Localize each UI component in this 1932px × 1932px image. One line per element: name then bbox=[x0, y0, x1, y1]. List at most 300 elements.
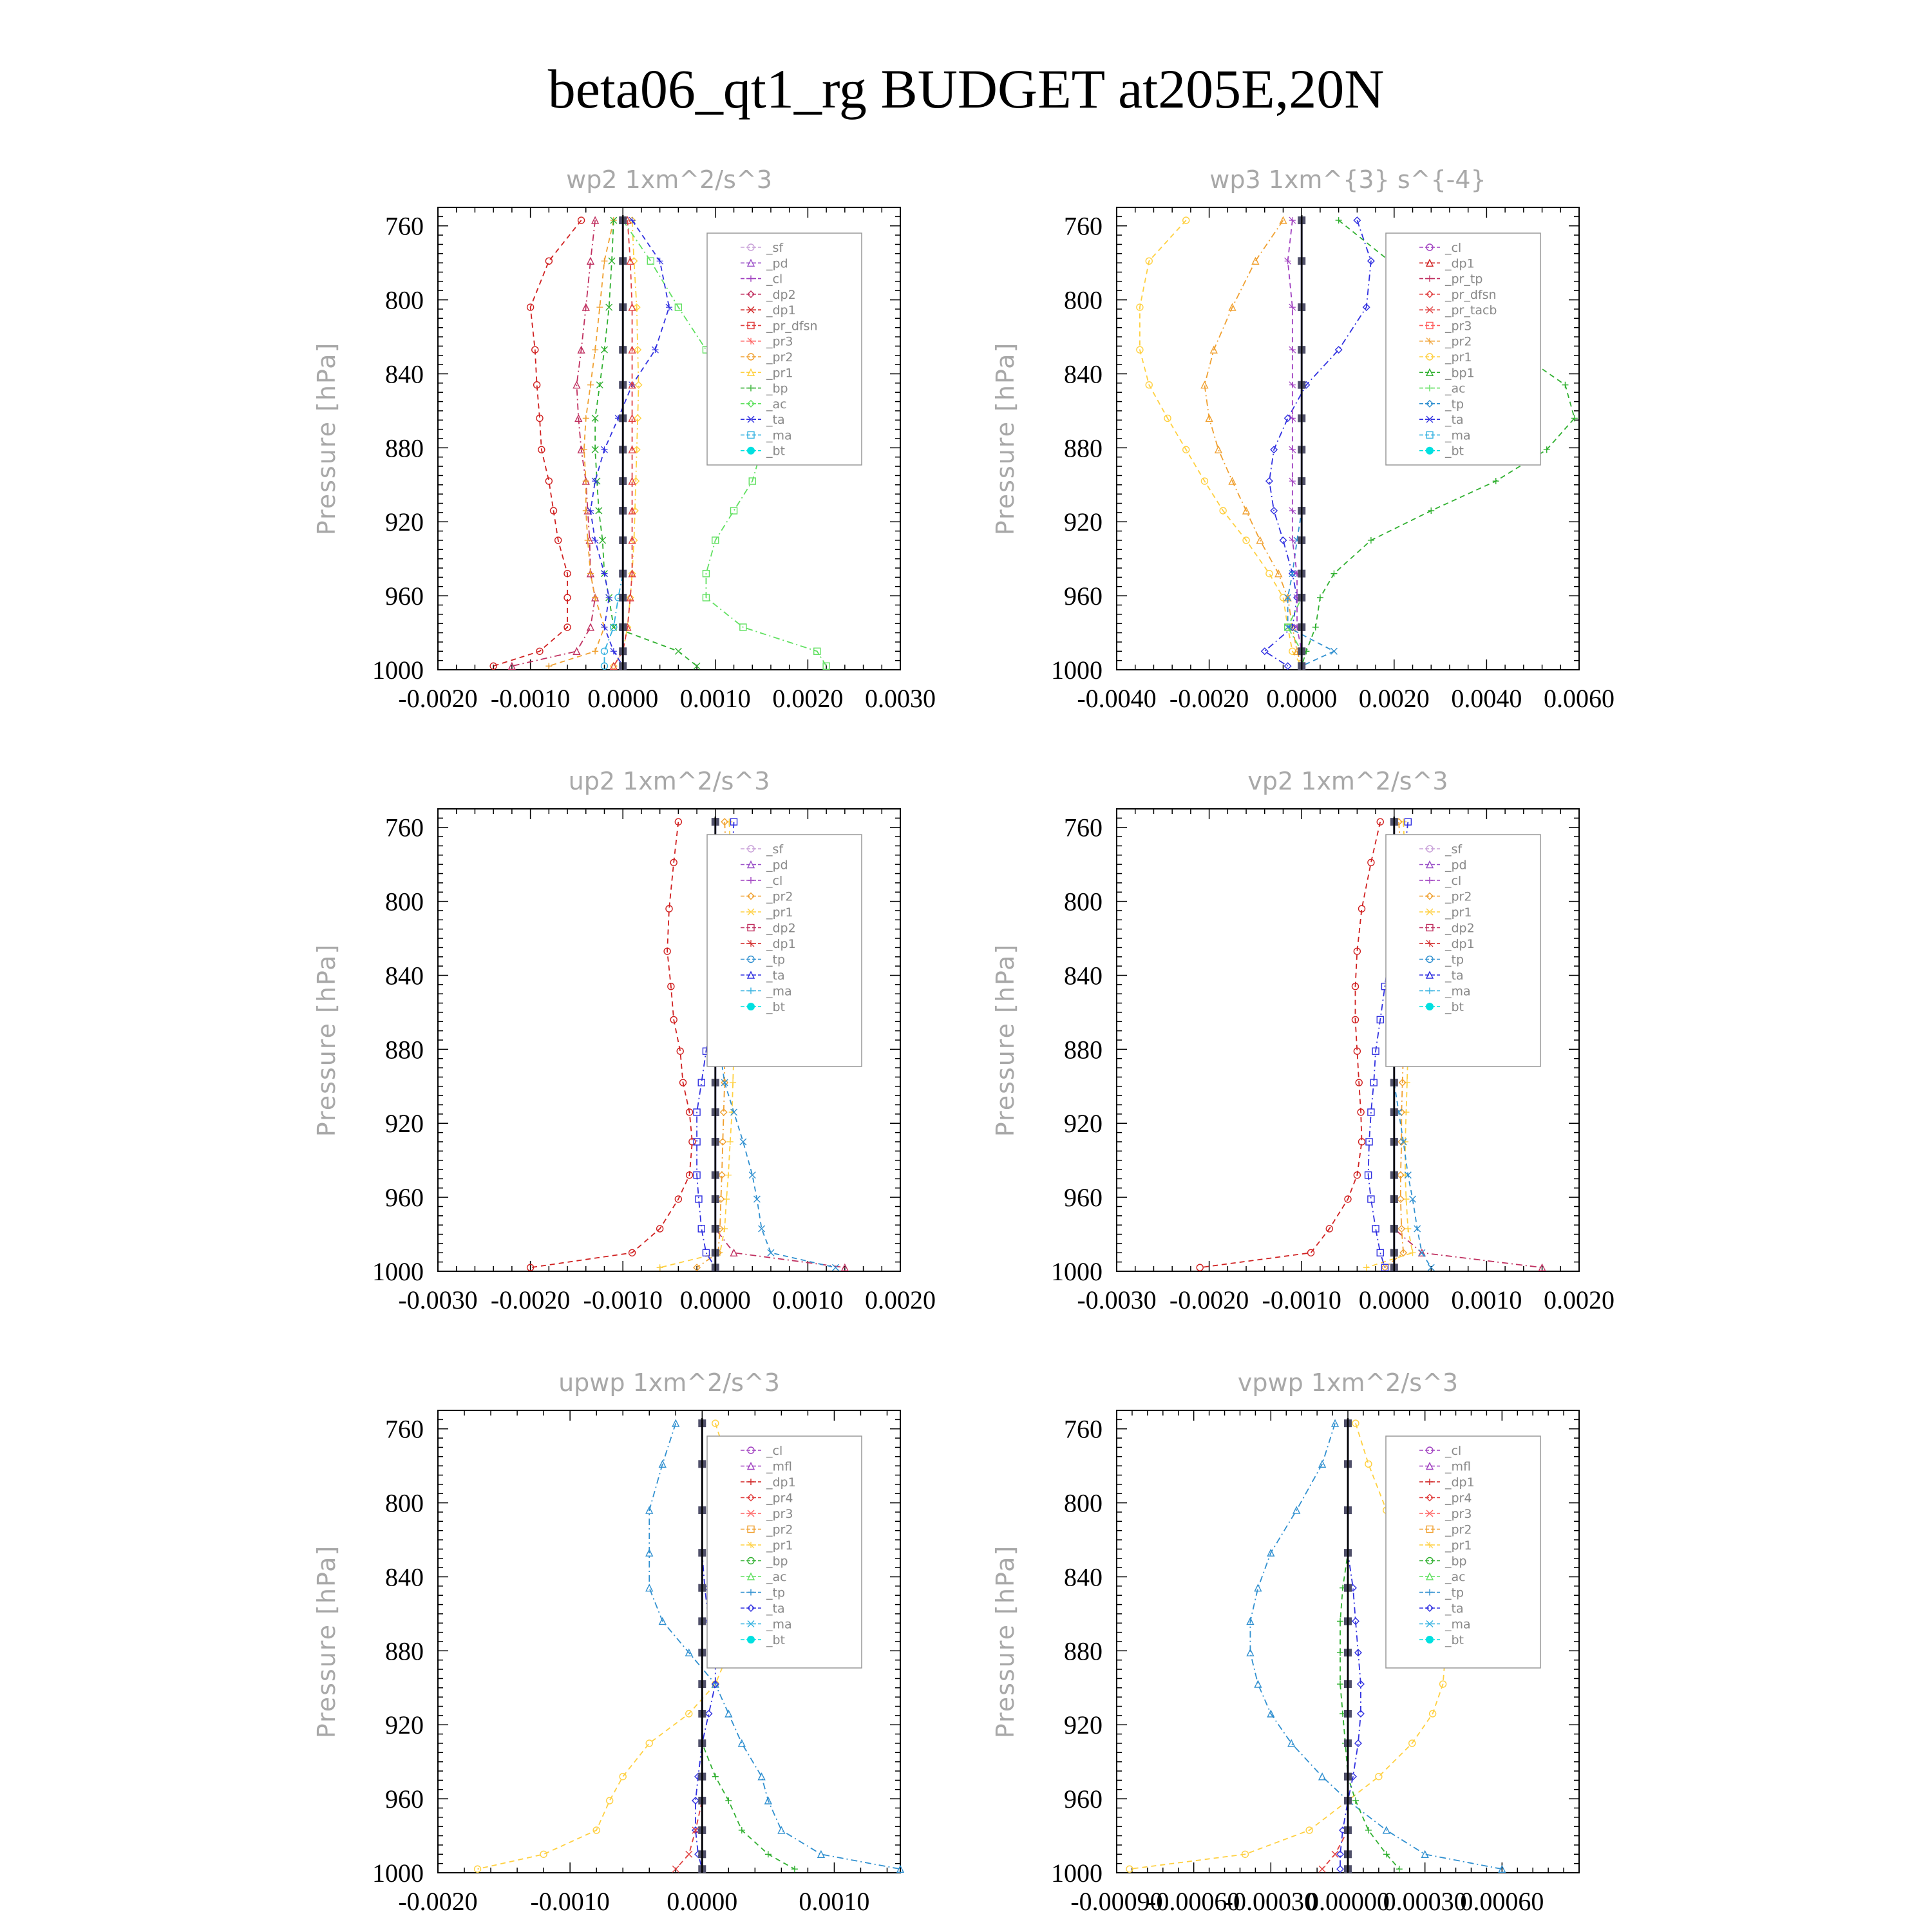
y-tick-label: 1000 bbox=[1051, 656, 1103, 685]
data-point bbox=[666, 304, 672, 310]
data-point bbox=[1428, 507, 1434, 514]
x-tick-label: 0.0030 bbox=[865, 684, 936, 713]
chart-panel-6 bbox=[991, 1368, 1579, 1916]
legend-label: _cl bbox=[1445, 241, 1462, 255]
legend-label: _pr3 bbox=[766, 1507, 793, 1521]
data-point bbox=[725, 1797, 732, 1804]
legend-label: _tp bbox=[1445, 397, 1464, 412]
data-point bbox=[1289, 382, 1296, 388]
data-point bbox=[768, 1249, 774, 1256]
data-point bbox=[1289, 507, 1296, 514]
y-axis-label: Pressure [hPa] bbox=[991, 341, 1019, 536]
legend-label: _sf bbox=[766, 842, 784, 857]
data-point bbox=[1289, 346, 1296, 353]
data-point bbox=[1312, 624, 1319, 630]
legend-label: _bt bbox=[766, 1000, 786, 1014]
data-point bbox=[1289, 446, 1296, 453]
y-tick-label: 840 bbox=[1064, 1562, 1103, 1592]
data-point bbox=[607, 1797, 613, 1804]
y-tick-label: 760 bbox=[1064, 211, 1103, 241]
legend-label: _pr_tp bbox=[1445, 272, 1483, 287]
x-tick-label: 0.00060 bbox=[1460, 1887, 1544, 1916]
y-tick-label: 840 bbox=[1064, 359, 1103, 389]
legend-label: _cl bbox=[766, 272, 783, 287]
y-tick-label: 760 bbox=[1064, 813, 1103, 842]
x-tick-label: -0.0020 bbox=[490, 1285, 571, 1314]
x-tick-label: -0.00060 bbox=[1148, 1887, 1240, 1916]
x-tick-label: 0.00030 bbox=[1383, 1887, 1467, 1916]
legend-label: _bp bbox=[766, 381, 788, 396]
legend-label: _ac bbox=[1445, 1570, 1466, 1584]
legend bbox=[707, 233, 862, 465]
data-point bbox=[652, 346, 658, 353]
legend-label: _ma bbox=[1445, 428, 1471, 443]
y-tick-label: 800 bbox=[385, 1488, 424, 1518]
data-point bbox=[725, 1710, 732, 1717]
data-point bbox=[1368, 1109, 1374, 1115]
x-tick-label: 0.0010 bbox=[799, 1887, 870, 1916]
y-tick-label: 880 bbox=[385, 1636, 424, 1666]
chart-panel-3 bbox=[312, 767, 936, 1314]
data-point bbox=[646, 1740, 652, 1747]
y-tick-label: 800 bbox=[385, 887, 424, 916]
data-point bbox=[1337, 1866, 1343, 1872]
legend-label: _ma bbox=[1445, 1617, 1471, 1632]
data-point bbox=[740, 1139, 746, 1145]
y-tick-label: 920 bbox=[1064, 507, 1103, 537]
y-tick-label: 840 bbox=[1064, 961, 1103, 990]
legend-label: _pr1 bbox=[766, 905, 793, 920]
data-point bbox=[703, 1249, 709, 1256]
y-tick-label: 1000 bbox=[372, 656, 424, 685]
series-dp1 bbox=[527, 819, 696, 1271]
data-point bbox=[1368, 1196, 1374, 1202]
legend bbox=[1386, 835, 1540, 1066]
x-tick-label: 0.0040 bbox=[1451, 684, 1522, 713]
data-point bbox=[601, 624, 607, 630]
legend-label: _sf bbox=[766, 241, 784, 255]
data-point bbox=[1317, 594, 1323, 601]
y-tick-label: 840 bbox=[385, 961, 424, 990]
legend-label: _ta bbox=[766, 969, 785, 983]
legend-label: _mfl bbox=[1445, 1459, 1471, 1474]
legend-label: _pr1 bbox=[1445, 350, 1472, 365]
data-point bbox=[1247, 1649, 1253, 1656]
data-point bbox=[1365, 1827, 1372, 1833]
y-tick-label: 760 bbox=[1064, 1414, 1103, 1444]
data-point bbox=[592, 478, 598, 484]
legend-label: _pr_dfsn bbox=[766, 319, 818, 334]
legend-label: _pd bbox=[766, 858, 788, 873]
y-tick-label: 880 bbox=[1064, 1636, 1103, 1666]
x-tick-label: -0.0020 bbox=[1169, 1285, 1249, 1314]
y-tick-label: 1000 bbox=[1051, 1859, 1103, 1888]
legend-label: _pd bbox=[1445, 858, 1467, 873]
y-axis-label: Pressure [hPa] bbox=[312, 341, 341, 536]
legend-label: _pr3 bbox=[1445, 1507, 1472, 1521]
y-tick-label: 960 bbox=[1064, 1183, 1103, 1213]
data-point bbox=[592, 346, 598, 353]
y-tick-label: 920 bbox=[385, 507, 424, 537]
data-point bbox=[646, 1585, 652, 1591]
x-tick-label: 0.0000 bbox=[1266, 684, 1338, 713]
data-point bbox=[592, 537, 598, 544]
data-point bbox=[647, 258, 654, 264]
data-point bbox=[540, 1851, 547, 1857]
legend-label: _bt bbox=[1445, 1000, 1464, 1014]
chart-title: up2 1xm^2/s^3 bbox=[568, 767, 770, 795]
y-tick-label: 960 bbox=[1064, 1785, 1103, 1814]
data-point bbox=[601, 258, 607, 264]
data-point bbox=[629, 304, 636, 310]
data-point bbox=[1426, 447, 1434, 455]
x-tick-label: 0.00000 bbox=[1306, 1887, 1390, 1916]
legend-label: _pr2 bbox=[1445, 334, 1472, 349]
series-dp1 bbox=[490, 217, 584, 669]
data-point bbox=[636, 382, 642, 388]
data-point bbox=[1426, 1003, 1434, 1010]
data-point bbox=[1319, 1866, 1325, 1872]
y-tick-label: 880 bbox=[1064, 433, 1103, 463]
y-tick-label: 920 bbox=[1064, 1109, 1103, 1139]
series-pr2 bbox=[1201, 217, 1305, 669]
legend bbox=[707, 835, 862, 1066]
legend-label: _sf bbox=[1445, 842, 1463, 857]
series-line bbox=[1288, 220, 1334, 666]
data-point bbox=[1285, 258, 1291, 264]
data-point bbox=[620, 1774, 626, 1780]
y-tick-label: 840 bbox=[385, 1562, 424, 1592]
legend-label: _ta bbox=[1445, 1602, 1464, 1616]
data-point bbox=[731, 507, 737, 514]
data-point bbox=[778, 1827, 784, 1833]
legend-label: _tp bbox=[1445, 1586, 1464, 1600]
data-point bbox=[1376, 1774, 1382, 1780]
y-tick-label: 760 bbox=[385, 813, 424, 842]
x-tick-label: 0.0010 bbox=[679, 684, 751, 713]
data-point bbox=[1289, 415, 1296, 421]
data-point bbox=[727, 1139, 734, 1145]
legend bbox=[1386, 233, 1540, 465]
legend-label: _pr1 bbox=[1445, 905, 1472, 920]
legend-label: _ta bbox=[766, 413, 785, 428]
y-tick-label: 960 bbox=[385, 582, 424, 611]
series-line bbox=[493, 220, 581, 666]
legend-label: _pr2 bbox=[766, 889, 793, 904]
chart-panel-4 bbox=[991, 767, 1615, 1314]
legend-label: _bt bbox=[766, 444, 786, 459]
data-point bbox=[1197, 1264, 1203, 1271]
series-line bbox=[1200, 822, 1380, 1267]
data-point bbox=[1404, 1079, 1410, 1086]
x-tick-label: -0.0030 bbox=[1077, 1285, 1157, 1314]
y-tick-label: 920 bbox=[385, 1109, 424, 1139]
data-point bbox=[712, 1774, 719, 1780]
data-point bbox=[1308, 1249, 1314, 1256]
legend-label: _bt bbox=[1445, 1633, 1464, 1647]
data-point bbox=[657, 1264, 663, 1271]
data-point bbox=[1352, 1797, 1359, 1804]
x-tick-label: -0.0010 bbox=[530, 1887, 610, 1916]
y-tick-label: 960 bbox=[1064, 582, 1103, 611]
series-line bbox=[512, 220, 595, 666]
y-tick-label: 800 bbox=[1064, 1488, 1103, 1518]
x-tick-label: 0.0010 bbox=[1451, 1285, 1522, 1314]
x-tick-label: 0.0000 bbox=[1358, 1285, 1430, 1314]
data-point bbox=[545, 258, 552, 264]
y-axis-label: Pressure [hPa] bbox=[991, 1544, 1019, 1739]
data-point bbox=[1289, 217, 1296, 223]
data-point bbox=[1405, 1226, 1411, 1232]
y-tick-label: 960 bbox=[385, 1785, 424, 1814]
legend-label: _dp1 bbox=[766, 1475, 796, 1490]
data-point bbox=[692, 1797, 699, 1804]
x-tick-label: -0.0010 bbox=[490, 684, 571, 713]
data-point bbox=[1366, 1139, 1372, 1145]
legend-label: _pr_dfsn bbox=[1445, 287, 1497, 302]
legend-label: _ta bbox=[1445, 413, 1464, 428]
data-point bbox=[1262, 648, 1268, 654]
x-tick-label: -0.0030 bbox=[398, 1285, 478, 1314]
data-point bbox=[587, 382, 594, 388]
legend-label: _pr1 bbox=[1445, 1539, 1472, 1553]
legend-label: _ma bbox=[1445, 984, 1471, 999]
series-line bbox=[1204, 220, 1302, 666]
legend-label: _pr1 bbox=[766, 1539, 793, 1553]
legend-label: _pr2 bbox=[1445, 889, 1472, 904]
series-line bbox=[549, 220, 614, 666]
legend-label: _dp2 bbox=[766, 921, 796, 936]
legend-label: _ma bbox=[766, 1617, 792, 1632]
legend-label: _tp bbox=[766, 1586, 786, 1600]
data-point bbox=[747, 447, 755, 455]
data-point bbox=[1331, 648, 1337, 654]
data-point bbox=[686, 1851, 692, 1857]
data-point bbox=[759, 1774, 765, 1780]
chart-title: vpwp 1xm^2/s^3 bbox=[1237, 1368, 1459, 1397]
data-point bbox=[1400, 819, 1406, 825]
legend-label: _cl bbox=[1445, 874, 1462, 888]
series-dp1 bbox=[1197, 819, 1383, 1271]
chart-panel-1 bbox=[312, 166, 936, 713]
y-tick-label: 960 bbox=[385, 1183, 424, 1213]
legend-label: _pr3 bbox=[766, 334, 793, 349]
data-point bbox=[1255, 1681, 1261, 1687]
data-point bbox=[1266, 571, 1273, 577]
legend-label: _dp1 bbox=[766, 937, 796, 951]
legend-label: _pr_tacb bbox=[1445, 303, 1497, 318]
x-tick-label: 0.0020 bbox=[865, 1285, 936, 1314]
legend-label: _dp1 bbox=[1445, 937, 1475, 951]
x-tick-label: -0.00090 bbox=[1070, 1887, 1163, 1916]
legend-label: _pr2 bbox=[766, 1522, 793, 1537]
y-tick-label: 1000 bbox=[1051, 1257, 1103, 1286]
data-point bbox=[1368, 537, 1374, 544]
x-tick-label: 0.0000 bbox=[587, 684, 659, 713]
legend-label: _pr3 bbox=[1445, 319, 1472, 334]
data-point bbox=[1289, 478, 1296, 484]
data-point bbox=[1397, 1196, 1404, 1202]
y-tick-label: 840 bbox=[385, 359, 424, 389]
legend-label: _ma bbox=[766, 984, 792, 999]
x-tick-label: 0.0020 bbox=[1544, 1285, 1615, 1314]
x-tick-label: -0.00030 bbox=[1224, 1887, 1317, 1916]
data-point bbox=[749, 1172, 755, 1179]
data-point bbox=[832, 1264, 838, 1271]
data-point bbox=[1396, 1866, 1403, 1872]
x-tick-label: 0.0010 bbox=[772, 1285, 844, 1314]
data-point bbox=[1319, 1774, 1325, 1780]
x-tick-label: 0.0060 bbox=[1544, 684, 1615, 713]
data-point bbox=[726, 819, 732, 825]
chart-title: wp3 1xm^{3} s^{-4} bbox=[1209, 166, 1486, 194]
data-point bbox=[1377, 1249, 1383, 1256]
data-point bbox=[592, 648, 598, 654]
y-tick-label: 880 bbox=[1064, 1035, 1103, 1065]
legend-label: _ta bbox=[1445, 969, 1464, 983]
series-line bbox=[1140, 220, 1302, 666]
data-point bbox=[657, 258, 663, 264]
x-tick-label: -0.0010 bbox=[583, 1285, 663, 1314]
data-point bbox=[1493, 478, 1499, 484]
legend-label: _ta bbox=[766, 1602, 785, 1616]
legend-label: _pr2 bbox=[1445, 1522, 1472, 1537]
data-point bbox=[583, 415, 589, 421]
legend-label: _tp bbox=[1445, 952, 1464, 967]
chart-title: upwp 1xm^2/s^3 bbox=[558, 1368, 780, 1397]
legend-label: _pr4 bbox=[1445, 1491, 1472, 1506]
data-point bbox=[596, 304, 603, 310]
x-tick-label: -0.0010 bbox=[1262, 1285, 1341, 1314]
y-axis-label: Pressure [hPa] bbox=[312, 1544, 341, 1739]
y-tick-label: 920 bbox=[1064, 1710, 1103, 1740]
data-point bbox=[1403, 1109, 1409, 1115]
legend-label: _dp1 bbox=[766, 303, 796, 318]
data-point bbox=[1426, 1636, 1434, 1643]
chart-title: vp2 1xm^2/s^3 bbox=[1247, 767, 1448, 795]
data-point bbox=[747, 1636, 755, 1643]
data-point bbox=[725, 1172, 732, 1179]
legend-label: _ac bbox=[766, 1570, 787, 1584]
legend-label: _bp1 bbox=[1445, 366, 1475, 381]
series-pr1 bbox=[1137, 217, 1305, 669]
y-tick-label: 920 bbox=[385, 1710, 424, 1740]
chart-title: wp2 1xm^2/s^3 bbox=[566, 166, 772, 194]
legend-label: _cl bbox=[766, 874, 783, 888]
legend-label: _tp bbox=[766, 952, 786, 967]
data-point bbox=[611, 648, 617, 654]
x-tick-label: 0.0000 bbox=[667, 1887, 738, 1916]
series-pr2 bbox=[545, 217, 617, 669]
data-point bbox=[765, 1851, 772, 1857]
data-point bbox=[1337, 1681, 1343, 1687]
legend-label: _bt bbox=[1445, 444, 1464, 459]
page-title: beta06_qt1_rg BUDGET at205E,20N bbox=[547, 58, 1385, 120]
data-point bbox=[1280, 537, 1286, 544]
legend-label: _cl bbox=[766, 1444, 783, 1458]
y-tick-label: 880 bbox=[385, 433, 424, 463]
legend-label: _cl bbox=[1445, 1444, 1462, 1458]
legend-label: _dp1 bbox=[1445, 256, 1475, 271]
series-ta bbox=[1262, 217, 1374, 669]
legend-label: _ac bbox=[766, 397, 787, 412]
y-tick-label: 800 bbox=[1064, 285, 1103, 315]
y-tick-label: 1000 bbox=[372, 1859, 424, 1888]
data-point bbox=[1562, 382, 1568, 388]
y-tick-label: 1000 bbox=[372, 1257, 424, 1286]
legend-label: _ma bbox=[766, 428, 792, 443]
legend-label: _dp2 bbox=[766, 287, 796, 302]
data-point bbox=[675, 648, 681, 654]
data-point bbox=[587, 624, 594, 630]
legend-label: _mfl bbox=[766, 1459, 792, 1474]
x-tick-label: -0.0040 bbox=[1077, 684, 1157, 713]
x-tick-label: 0.0000 bbox=[679, 1285, 751, 1314]
data-point bbox=[730, 1079, 736, 1086]
y-axis-label: Pressure [hPa] bbox=[991, 943, 1019, 1137]
data-point bbox=[1215, 446, 1222, 453]
legend-label: _bt bbox=[766, 1633, 786, 1647]
data-point bbox=[545, 663, 552, 669]
series-line bbox=[676, 1423, 702, 1869]
data-point bbox=[791, 1866, 798, 1872]
chart-panel-2 bbox=[991, 166, 1615, 713]
data-point bbox=[706, 1710, 712, 1717]
data-point bbox=[1410, 1249, 1416, 1256]
data-point bbox=[1363, 1264, 1370, 1271]
legend-label: _dp2 bbox=[1445, 921, 1475, 936]
x-tick-label: -0.0020 bbox=[398, 684, 478, 713]
series-tp bbox=[1285, 217, 1338, 669]
x-tick-label: 0.0020 bbox=[772, 684, 844, 713]
chart-panel-5 bbox=[312, 1368, 904, 1916]
legend bbox=[707, 1436, 862, 1668]
legend-label: _bp bbox=[1445, 1554, 1467, 1569]
data-point bbox=[1337, 1618, 1343, 1624]
data-point bbox=[739, 1740, 745, 1747]
y-tick-label: 760 bbox=[385, 211, 424, 241]
data-point bbox=[1355, 1740, 1361, 1747]
legend bbox=[1386, 1436, 1540, 1668]
data-point bbox=[1331, 571, 1337, 577]
legend-label: _pr4 bbox=[766, 1491, 793, 1506]
x-tick-label: -0.0020 bbox=[1169, 684, 1249, 713]
data-point bbox=[1337, 1649, 1343, 1656]
y-tick-label: 880 bbox=[385, 1035, 424, 1065]
legend-label: _pr2 bbox=[766, 350, 793, 365]
y-tick-label: 760 bbox=[385, 1414, 424, 1444]
y-tick-label: 800 bbox=[385, 285, 424, 315]
data-point bbox=[721, 1226, 728, 1232]
legend-label: _bp bbox=[766, 1554, 788, 1569]
series-line bbox=[531, 822, 692, 1267]
data-point bbox=[601, 446, 607, 453]
y-tick-label: 800 bbox=[1064, 887, 1103, 916]
data-point bbox=[1252, 258, 1258, 264]
data-point bbox=[1365, 1461, 1372, 1467]
series-dp2 bbox=[509, 217, 598, 669]
data-point bbox=[747, 1003, 755, 1010]
legend-label: _ac bbox=[1445, 381, 1466, 396]
data-point bbox=[1289, 304, 1296, 310]
legend-label: _pr1 bbox=[766, 366, 793, 381]
legend-label: _dp1 bbox=[1445, 1475, 1475, 1490]
data-point bbox=[1266, 478, 1273, 484]
x-tick-label: -0.0020 bbox=[398, 1887, 478, 1916]
y-axis-label: Pressure [hPa] bbox=[312, 943, 341, 1137]
x-tick-label: 0.0020 bbox=[1358, 684, 1430, 713]
legend-label: _pd bbox=[766, 256, 788, 271]
